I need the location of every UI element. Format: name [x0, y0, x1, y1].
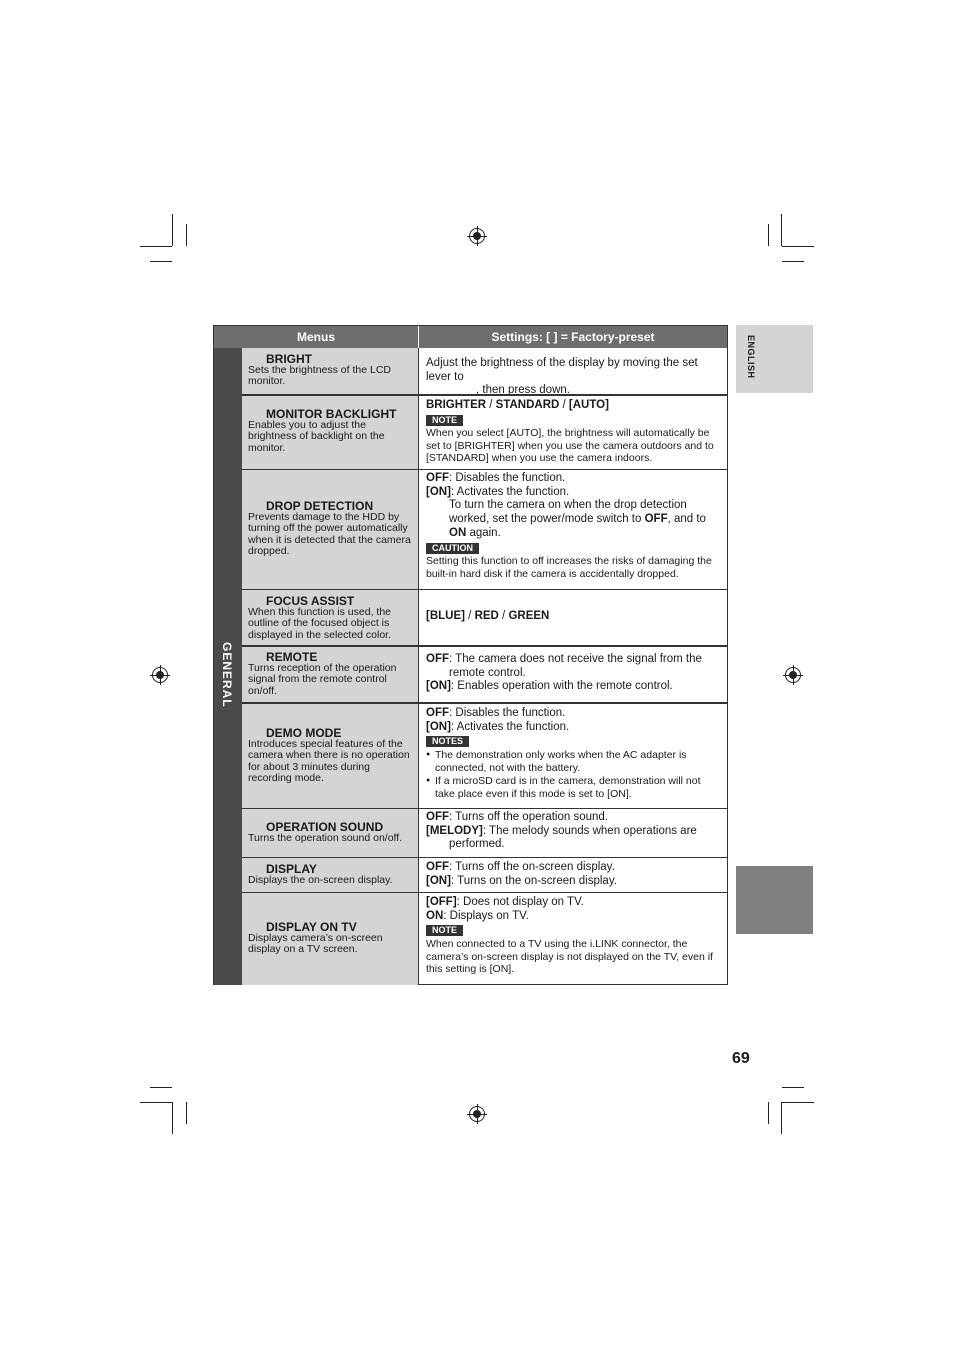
menu-title: DISPLAY [266, 862, 317, 876]
registration-mark-icon [469, 1106, 485, 1122]
table-row [242, 394, 727, 469]
section-label: GENERAL [214, 348, 242, 985]
setting-options: BRIGHTER / STANDARD / [AUTO] [426, 399, 609, 411]
setting-text: Adjust the brightness of the display by moving the set lever to [426, 357, 698, 383]
language-tab: ENGLISH [736, 325, 813, 393]
table-row: OPERATION SOUND Turns the operation sound on/off. OFF: Turns off the operation sound. [MELODY]: The melody sounds when operations are performed. [242, 808, 727, 857]
menu-title: DEMO MODE [266, 726, 342, 740]
notes-badge: NOTES [426, 736, 469, 747]
caution-text: Setting this function to off increases the risks of damaging the built-in hard disk if the camera is accidentally dropped. [426, 555, 712, 580]
menu-title: OPERATION SOUND [266, 820, 384, 834]
menu-title: BRIGHT [266, 352, 312, 366]
menu-description: Turns the operation sound on/off. [248, 832, 403, 844]
registration-mark-icon [785, 667, 801, 683]
table-row [242, 589, 727, 645]
menu-description: Turns reception of the operation signal from the remote control on/off. [248, 662, 397, 697]
menu-title: DISPLAY ON TV [266, 920, 357, 934]
menu-description: Displays camera’s on-screen display on a TV screen. [248, 932, 383, 956]
caution-badge: CAUTION [426, 543, 479, 554]
menu-description: Enables you to adjust the brightness of backlight on the monitor. [248, 419, 385, 454]
menu-description: Sets the brightness of the LCD monitor. [248, 364, 391, 388]
note-item: ● The demonstration only works when the AC adapter is connected, not with the battery. [426, 749, 721, 775]
note-badge: NOTE [426, 925, 463, 936]
registration-mark-icon [152, 667, 168, 683]
table-row: DROP DETECTION Prevents damage to the HDD by turning off the power automatically when it is detected that the camera dropped. OFF: Disables the function. [ON]: Activates the function. To turn the camera on when the drop detection worked, set the power/mode switch to OFF, and to ON again. CAUTION Setting this function to off increases the risks of damaging the built-in hard disk if the camera is accidentally dropped. [242, 469, 727, 589]
header-settings: Settings: [ ] = Factory-preset [491, 330, 655, 344]
note-badge: NOTE [426, 415, 463, 426]
menu-title: DROP DETECTION [266, 499, 374, 513]
settings-table [213, 325, 728, 985]
setting-options: [BLUE] / RED / GREEN [426, 610, 550, 622]
menu-title: MONITOR BACKLIGHT [266, 407, 397, 421]
table-header [214, 326, 727, 348]
note-item: ● If a microSD card is in the camera, demonstration will not take place even if this mode is set to [ON]. [426, 775, 721, 801]
page-number: 69 [732, 1050, 750, 1067]
note-text: When you select [AUTO], the brightness will automatically be set to [BRIGHTER] when you use the camera outdoors and to [STANDARD] when you use the camera indoors. [426, 427, 714, 465]
menu-description: Displays the on-screen display. [248, 874, 393, 886]
menu-description: When this function is used, the outline of the focused object is displayed in the selected color. [248, 606, 392, 641]
table-row: BRIGHT Sets the brightness of the LCD monitor. Adjust the brightness of the display by moving the set lever to , then press down. [242, 348, 727, 394]
section-tab [736, 866, 813, 934]
table-row: REMOTE Turns reception of the operation signal from the remote control on/off. OFF: The camera does not receive the signal from the remote control. [ON]: Enables operation with the remote control. [242, 645, 727, 702]
menu-description: Introduces special features of the camera when there is no operation for about 3 minutes during recording mode. [248, 738, 410, 784]
table-row: DISPLAY Displays the on-screen display. OFF: Turns off the on-screen display. [ON]: Turns on the on-screen display. [242, 857, 727, 892]
menu-title: FOCUS ASSIST [266, 594, 355, 608]
note-text: When connected to a TV using the i.LINK connector, the camera’s on-screen display is not displayed on the TV, even if this setting is [ON]. [426, 938, 713, 976]
table-row: DEMO MODE Introduces special features of the camera when there is no operation for about 3 minutes during recording mode. OFF: Disables the function. [ON]: Activates the function. NOTES ● The demonstration only works when the AC adapter is connected, not with the battery. ● If a microSD card is in the camera, demonstration will not take place even if this mode is set to [ON]. [242, 702, 727, 808]
table-row: DISPLAY ON TV Displays camera’s on-screen display on a TV screen. [OFF]: Does not display on TV. ON: Displays on TV. NOTE When connected to a TV using the i.LINK connector, the camera’s on-screen display is not displayed on the TV, even if this setting is [ON]. [242, 892, 727, 985]
registration-mark-icon [469, 228, 485, 244]
header-menus: Menus [214, 326, 419, 348]
menu-title: REMOTE [266, 650, 318, 664]
menu-description: Prevents damage to the HDD by turning off the power automatically when it is detected that the camera dropped. [248, 511, 411, 557]
